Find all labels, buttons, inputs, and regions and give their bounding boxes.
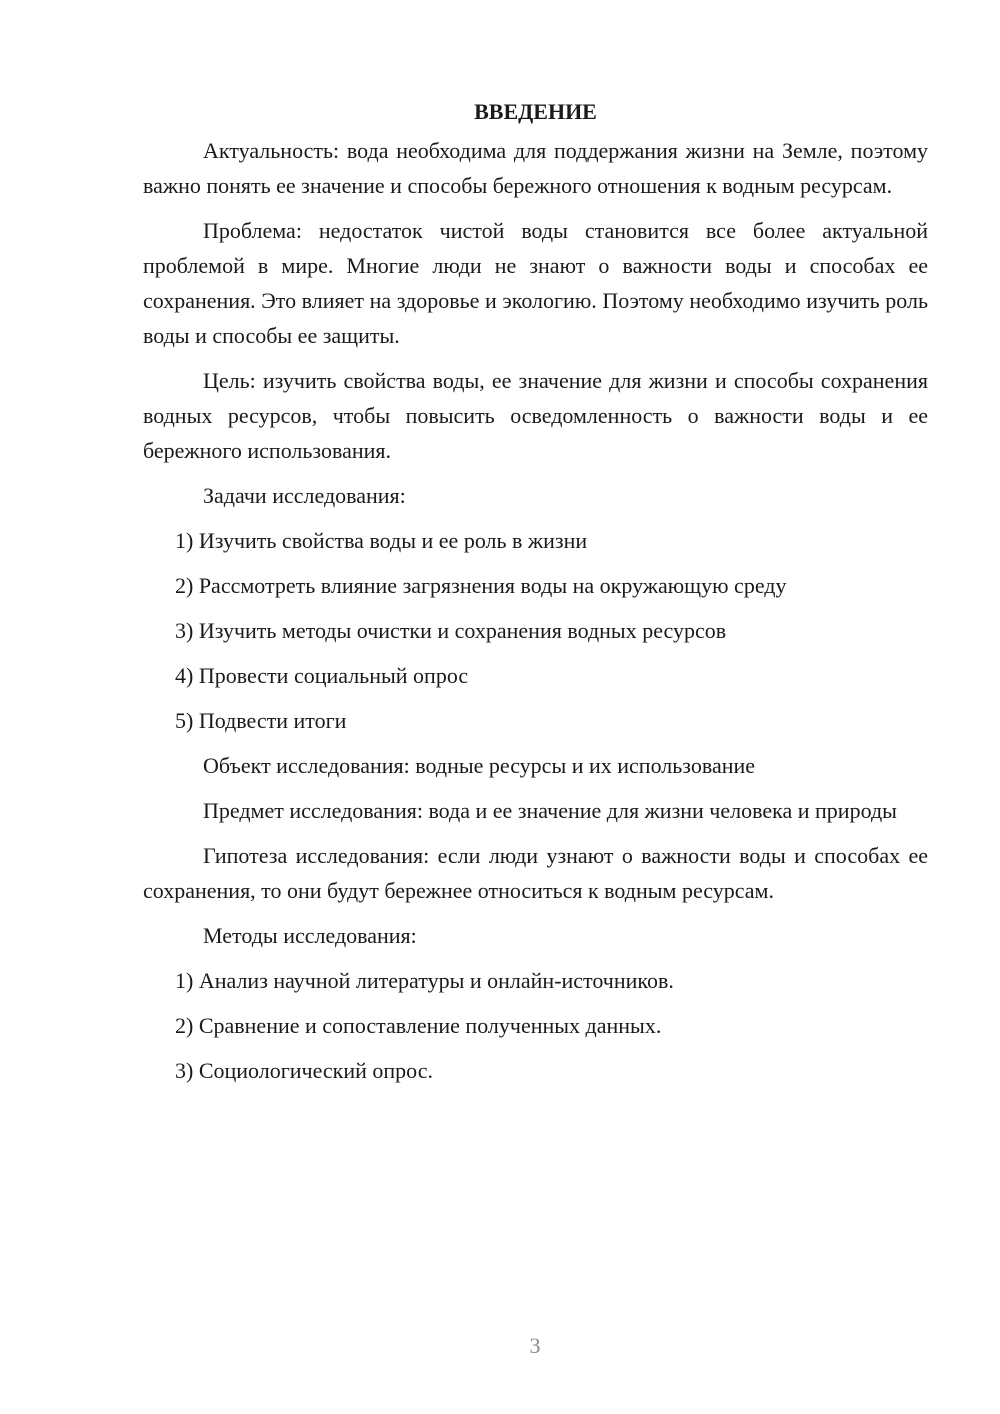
- object-paragraph: Объект исследования: водные ресурсы и их использование: [203, 753, 756, 778]
- relevance-paragraph: Актуальность: вода необходима для поддержания жизни на Земле, поэтому важно понять ее значение и способы бережного отношения к водным ресурсам.: [143, 138, 928, 198]
- list-item: 1) Изучить свойства воды и ее роль в жизни: [175, 528, 588, 553]
- tasks-heading: Задачи исследования:: [203, 483, 406, 508]
- list-item: 2) Сравнение и сопоставление полученных данных.: [175, 1013, 662, 1038]
- methods-heading: Методы исследования:: [203, 923, 417, 948]
- subject-paragraph: Предмет исследования: вода и ее значение для жизни человека и природы: [203, 798, 897, 823]
- list-item: 1) Анализ научной литературы и онлайн-источников.: [175, 968, 674, 993]
- section-title: ВВЕДЕНИЕ: [474, 99, 597, 124]
- hypothesis-paragraph: Гипотеза исследования: если люди узнают о важности воды и способах ее сохранения, то они будут бережнее относиться к водным ресурсам.: [143, 843, 928, 903]
- methods-list: [143, 963, 928, 1088]
- list-item: 3) Изучить методы очистки и сохранения водных ресурсов: [175, 618, 727, 643]
- list-item: 5) Подвести итоги: [175, 708, 347, 733]
- list-item: 2) Рассмотреть влияние загрязнения воды на окружающую среду: [175, 573, 787, 598]
- list-item: 4) Провести социальный опрос: [175, 663, 469, 688]
- goal-paragraph: Цель: изучить свойства воды, ее значение для жизни и способы сохранения водных ресурсов, чтобы повысить осведомленность о важности воды и ее бережного использования.: [143, 368, 928, 463]
- page-number: 3: [529, 1333, 541, 1358]
- tasks-list: [143, 523, 928, 738]
- problem-paragraph: Проблема: недостаток чистой воды становится все более актуальной проблемой в мире. Многие люди не знают о важности воды и способах ее сохранения. Это влияет на здоровье и экологию. Поэтому необходимо изучить роль воды и способы ее защиты.: [143, 218, 928, 348]
- page-content: [143, 94, 928, 1098]
- list-item: 3) Социологический опрос.: [175, 1058, 433, 1083]
